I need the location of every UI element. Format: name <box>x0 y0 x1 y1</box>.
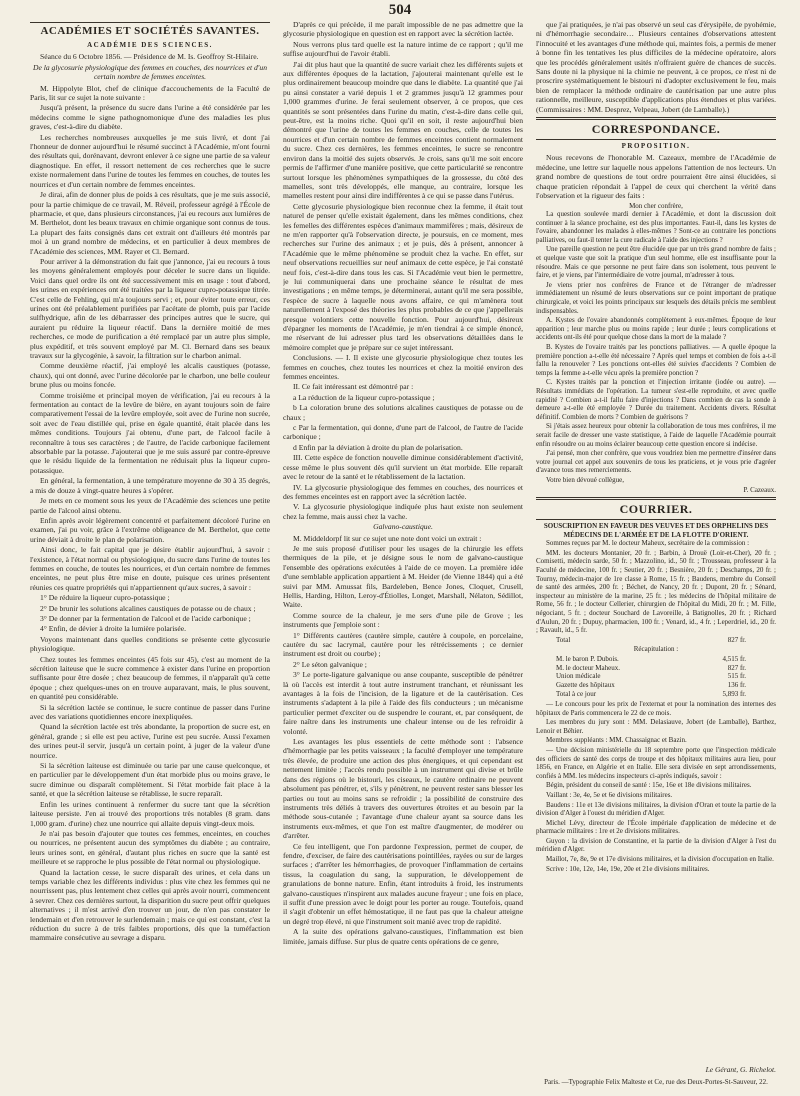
paragraph: Nous recevons de l'honorable M. Cazeaux, membre de l'Académie de médecine, une lettre sur laquelle nous appelons l'attention de nos lecteurs. Un grand nombre de questions de tout ordre pourraient être ainsi élucidées, si chaque praticien répondait à l'appel de ceux qui cherchent la vérité dans l'observation et la rigueur des faits : <box>536 153 776 201</box>
column-1 <box>30 20 270 1072</box>
paragraph: Bégin, président du conseil de santé : 15e, 16e et 18e divisions militaires. <box>546 781 752 790</box>
paragraph: En général, la fermentation, à une température moyenne de 30 à 35 degrés, a mis de douze à vingt-quatre heures à s'opérer. <box>30 476 270 495</box>
souscription-list: MM. les docteurs Montanier, 20 fr. ; Barbin, à Drouë (Loir-et-Cher), 20 fr. ; Comisetti, médecin sarde, 50 fr. ; Mazzolino, id., 50 fr. ; Trousseau, professeur à la Faculté de médecine, 100 fr. ; Seutier, 20 fr. ; Besnière, 20 fr. ; Deschamps, 20 fr. ; Tourny, médecin-major de 1re classe à Rome, 15 fr. ; Baudens, membre du Conseil de santé des armées, 200 fr. ; Béchet, de Nancy, 20 fr. ; Dupont, 20 fr. ; Sénard, inspecteur au ministère de la marine, 25 fr. ; les médecins de l'hôpital militaire de Rome, 56 fr. ; le docteur Cellerier, chirurgien de l'hôpital du Midi, 20 fr. ; M. Fille, négociant, 5 fr. ; docteur Souchard de Lavoreille, à Batignolles, 20 fr. ; Richard d'Aulun, 20 fr. ; Dupuy, pharmacien, 100 fr. ; Venard, id., 4 fr. ; Leperdriel, id., 20 fr. ; Ravault, id., 5 fr. <box>536 548 776 635</box>
paragraph: d Enfin par la déviation à droite du plan de polarisation. <box>293 442 463 452</box>
paragraph: Si j'étais assez heureux pour obtenir la collaboration de tous mes confrères, il me serait facile de dresser une vaste statistique, à l'aide de laquelle l'Académie pourrait enfin résoudre ou au moins éclairer beaucoup cette question encore si indécise. <box>536 422 776 448</box>
paragraph: Scrive : 10e, 12e, 14e, 19e, 20e et 21e divisions militaires. <box>546 864 710 873</box>
total-row <box>556 636 776 645</box>
academy-title: ACADÉMIE DES SCIENCES. <box>87 41 213 49</box>
column-2 <box>283 20 523 1072</box>
courrier-title: COURRIER. <box>619 502 693 517</box>
paragraph: IV. La glycosurie physiologique des femmes en couches, des nourrices et des femmes enceintes est en rapport avec la sécrétion lactée. <box>283 482 523 501</box>
recap-value: 136 fr. <box>727 680 746 689</box>
paragraph: J'ai dit plus haut que la quantité de sucre variait chez les différents sujets et aux différentes époques de la lactation, j'ajouterai maintenant qu'elle est le plus ordinairement beaucoup moindre que dans le diabète. La quantité que j'ai pu ainsi constater a varié depuis 1 et 2 grammes jusqu'à 12 grammes pour 1,000 grammes d'urine. Je ferai seulement observer, à ce propos, que ces quantités se sont présentées dans l'urine du matin, c'est-à-dire dans celle qui, peut-être, est la moins riche. Quoi qu'il en soit, il reste aujourd'hui bien démontré que l'urine de toutes les femmes en couches, celle de toutes les nourrices et d'un certain nombre de femmes enceintes contient normalement du sucre. Chez ces dernières, les femmes enceintes, le sucre se rencontre environ dans la moitié des sujets observés. Je crois, sans qu'il me soit encore permis de l'affirmer d'une manière positive, que cette particularité se rencontre surtout lorsque les phénomènes sympathiques de la grossesse, du côté des mamelles, sont très développés, elle manque, au contraire, lorsque les mamelles restent pour ainsi dire indifférentes à ce qui se passe dans l'utérus. <box>283 59 523 201</box>
recap-title: Récapitulation : <box>633 645 679 654</box>
recap-row <box>556 672 776 681</box>
paragraph: Je n'ai pas besoin d'ajouter que toutes ces femmes, enceintes, en couches ou nourrices, ne présentent aucun des symptômes du diabète ; au contraire, leurs urines sont, en général, d'autant plus riches en sucre que la santé est meilleure et se rapproche le plus possible de l'état normal ou physiologique. <box>30 828 270 867</box>
paragraph: b La coloration brune des solutions alcalines caustiques de potasse ou de chaux ; <box>283 403 523 422</box>
paragraph: Quand la sécrétion lactée est très abondante, la proportion de sucre est, en général, grande ; si elle est peu active, l'urine est peu sucrée. Aussi l'examen des urines peut-il servir, jusqu'à un certain point, à juger de la valeur d'une nourrice. <box>30 722 270 760</box>
article-body <box>30 84 270 943</box>
paragraph: V. La glycosurie physiologique indiquée plus haut existe non seulement chez la femme, mais aussi chez la vache. <box>283 502 523 521</box>
recap-label: M. le baron P. Dubois. <box>556 655 619 663</box>
paragraph: Ce feu intelligent, que l'on pardonne l'expression, permet de couper, de fendre, d'exciser, de faire des cautérisations pointillées, rayées ou sur de larges surfaces ; d'arrêter les hémorrhagies, de provoquer l'inflammation de certains tissus, la coagulation du sang, la suppuration, le développement de granulations de bonne nature. Enfin, étant introduits à froid, les instruments galvano-caustiques n'inspirent aux malades aucune frayeur ; une fois en place, il suffit d'une pression avec le doigt pour les porter au rouge. Toutefois, quand il s'agit d'obtenir un effet hémostatique, il ne faut pas que la chaleur atteigne un degré trop élevé, ni que l'instrument soit manié avec trop de rapidité. <box>283 841 523 926</box>
news-items <box>536 700 776 873</box>
paragraph: Comme deuxième réactif, j'ai employé les alcalis caustiques (potasse, chaux), qui ont donné, avec l'urine décolorée par le charbon, une belle couleur brune plus ou moins foncée. <box>30 361 270 390</box>
section-title: ACADÉMIES ET SOCIÉTÉS SAVANTES. <box>40 25 260 37</box>
paragraph: Chez toutes les femmes enceintes (45 fois sur 45), c'est au moment de la sécrétion laiteuse que le sucre commence à exister dans l'urine en proportion suffisante pour être dosée ; chez beaucoup de femmes, il n'apparaît qu'à cette époque ; chez quelques-unes on en trouve auparavant, mais, le plus souvent, en quantité peu considérable. <box>30 654 270 702</box>
paragraph: Vaillant : 3e, 4e, 5e et 6e divisions militaires. <box>546 790 673 799</box>
paragraph: Les recherches nombreuses auxquelles je me suis livré, et dont j'ai l'honneur de donner aujourd'hui le résumé succinct à l'Académie, m'ont fourni des résultats qui, dorénavant, devront enlever à ce signe une partie de sa valeur diagnostique. En effet, il ressort nettement de ces recherches que le sucre existe normalement dans l'urine de toutes les femmes en couches, de toutes les nourrices et d'un certain nombre de femmes enceintes. <box>30 132 270 189</box>
proposition-title: PROPOSITION. <box>621 142 691 151</box>
recap-table <box>556 655 776 689</box>
paragraph: Maillot, 7e, 8e, 9e et 17e divisions militaires, et la division d'occupation en Italie. <box>546 855 774 864</box>
paragraph: Si la sécrétion laiteuse est diminuée ou tarie par une cause quelconque, et en particulier par le développement d'un état morbide plus ou moins grave, le sucre diminue ou disparaît complètement. Si l'état morbide fait place à la santé, et que la sécrétion laiteuse se rétablisse, le sucre reparaît. <box>30 761 270 799</box>
total-label: Total <box>556 635 571 644</box>
recap-total-label: Total à ce jour <box>556 690 597 699</box>
paragraph: a La réduction de la liqueur cupro-potassique ; <box>293 392 435 402</box>
paragraph: 3° De donner par la fermentation de l'alcool et de l'acide carbonique ; <box>40 613 251 623</box>
paragraph: Si la sécrétion lactée se continue, le sucre continue de passer dans l'urine avec des variations quotidiennes encore inexpliquées. <box>30 702 270 722</box>
paragraph: Je mets en ce moment sous les yeux de l'Académie des sciences une petite partie de l'alcool ainsi obtenu. <box>30 496 270 515</box>
article-title: De la glycosurie physiologique des femmes en couches, des nourrices et d'un certain nombre de femmes enceintes. <box>32 62 268 82</box>
galvano-continuation <box>536 20 776 114</box>
recap-label: Gazette des hôpitaux <box>556 680 615 689</box>
session-info: Séance du 6 Octobre 1856. — Présidence de M. Is. Geoffroy St-Hilaire. <box>40 52 259 62</box>
imprint: Paris. —Typographie Felix Malteste et Ce, rue des Deux-Portes-St-Sauveur, 22. <box>544 1078 768 1086</box>
divider <box>536 519 776 520</box>
paragraph: La question soulevée mardi dernier à l'Académie, et dont la discussion doit continuer à la séance prochaine, est des plus importantes. Faut-il, dans les kystes de l'ovaire, abandonner les malades à elles-mêmes ? Sont-ce au contraire les ponctions palliatives, ou faut-il tenter la cure radicale à l'aide des injections ? <box>536 210 776 244</box>
paragraph: Ainsi donc, le fait capital que je désire établir aujourd'hui, à savoir : l'existence, à l'état normal ou physiologique, du sucre dans l'urine de toutes les femmes en couche, de toutes les nourrices, et d'un certain nombre de femmes enceintes, ne peut plus être mise en doute, puisque ces urines présentent réunies ces quatre propriétés qui n'appartiennent qu'aux sucres, à savoir : <box>30 545 270 592</box>
correspondance-title: CORRESPONDANCE. <box>591 122 721 137</box>
paragraph: — Le concours pour les prix de l'externat et pour la nomination des internes des hôpitaux de Paris commencera le 22 de ce mois. <box>536 699 776 717</box>
paragraph: que j'ai pratiquées, je n'ai pas observé un seul cas d'érysipèle, de pyohémie, ni d'hémorrhagie secondaire… Plusieurs centaines d'observations attestent l'innocuité et les avantages d'une méthode qui, maintes fois, a permis de mener à bonne fin les tentatives les plus difficiles de la médecine opératoire, alors que les procédés généralement usités n'offraient guère de chances de succès. Sans doute ni la physique ni la chimie ne peuvent, à ce propos, ce n'est ni de proscrire systématiquement le bistouri ni d'adopter exclusivement le feu, mais bien de remplacer la méthode ordinaire de cautérisation par une autre plus rationnelle, meilleure, susceptible d'applications plus étendues et plus variées. (Commissaires : MM. Desprez, Velpeau, Jobert (de Lamballe).) <box>536 20 776 114</box>
paragraph: C. Kystes traités par la ponction et l'injection irritante (iodée ou autre). — Résultats immédiats de l'opération. La tumeur s'est-elle reproduite, et avec quelle rapidité ? Combien a-t-il fallu faire d'injections ? Dans combien de cas la sonde à demeure a-t-elle été employée ? Durée du traitement. Accidents divers. Résultat définitif. Combien de morts ? Combien de guérisons ? <box>536 378 776 421</box>
total-value: 827 fr. <box>727 635 746 644</box>
column-3 <box>536 20 776 1072</box>
paragraph: M. Hippolyte Blot, chef de clinique d'accouchements de la Faculté de Paris, lit sur ce sujet la note suivante : <box>30 83 270 103</box>
paragraph: Cette glycosurie physiologique bien reconnue chez la femme, il était tout naturel de penser qu'elle existait également, dans les mêmes conditions, chez les femelles des différentes espèces d'animaux mammifères ; mais, désireux de ne m'en rapporter qu'à l'observation directe, je poursuis, en ce moment, mes recherches sur l'urine des animaux ; et je puis, dès à présent, annoncer à l'Académie que le même phénomène se produit chez la vache. En effet, sur neuf observations recueillies sur neuf animaux de cette espèce, je l'ai constaté neuf fois, c'est-à-dire dans tous les cas. Si l'Académie veut bien le permettre, je lui communiquerai dans une prochaine séance le résultat de mes investigations ; en même temps, je déterminerai, autant qu'il me sera possible, l'espèce de sucre à laquelle nous avons affaire, ce qui m'amènera tout naturellement à l'exposé des théories les plus probables de ce que j'appellerais presque volontiers cette nouvelle fonction. Pour aujourd'hui, désireux d'épargner les moments de l'Académie, je m'en tiendrai à ce simple énoncé, me réservant de lui adresser plus tard les observations détaillées dans le mémoire complet que je prépare sur ce sujet intéressant. <box>283 201 523 352</box>
paragraph: 2° De brunir les solutions alcalines caustiques de potasse ou de chaux ; <box>40 603 256 613</box>
paragraph: M. Middeldorpf lit sur ce sujet une note dont voici un extrait : <box>293 533 482 543</box>
recap-value: 827 fr. <box>727 663 746 672</box>
paragraph: Jusqu'à présent, la présence du sucre dans l'urine a été considérée par les médecins comme le signe pathognomonique d'une des maladies les plus graves, c'est-à-dire du diabète. <box>30 103 270 132</box>
paragraph: 1° De réduire la liqueur cupro-potassique ; <box>40 593 170 603</box>
page-number: 504 <box>388 2 412 18</box>
paragraph: D'après ce qui précède, il me paraît impossible de ne pas admettre que la glycosurie physiologique en question est en rapport avec la sécrétion lactée. <box>283 20 523 39</box>
paragraph: Michel Lévy, directeur de l'École impériale d'application de médecine et de pharmacie militaires : 1re et 2e divisions militaires. <box>536 818 776 836</box>
proposition-body <box>536 153 776 200</box>
paragraph: 4° Enfin, de dévier à droite la lumière polarisée. <box>40 624 186 634</box>
top-rule <box>30 22 270 23</box>
galvano-title: Galvano-caustique. <box>373 522 433 532</box>
paragraph: — Une décision ministérielle du 18 septembre porte que l'inspection médicale des officiers de santé des corps de troupe et des hôpitaux militaires aura lieu, pour 1856, en France, en Algérie et en Italie. Elle sera divisée en sept arrondissements, confiés à MM. les médecins inspecteurs ci-après indiqués, savoir : <box>536 745 776 780</box>
recap-label: Union médicale <box>556 672 601 681</box>
paragraph: Membres suppléants : MM. Chassaignac et Bazin. <box>546 736 687 745</box>
recap-total-row <box>556 690 776 699</box>
paragraph: Pour arriver à la démonstration du fait que j'annonce, j'ai eu recours à tous les moyens généralement employés pour déceler le sucre dans un liquide. Voici dans quel ordre ils ont été successivement mis en usage : tout d'abord, les urines en expériences ont été traitées par la liqueur cupro-potassique titrée. C'est celle de Fehling, qui m'a toujours servi ; et, pour éviter toute erreur, ces urines ont été préalablement purifiées par l'acétate de plomb, puis par l'acide sulfhydrique, afin de les débarrasser des principes autres que le sucre, qui auraient pu réduire la liqueur réactif. Dans la dernière moitié de mes recherches, ce mode de purification a été remplacé par un autre plus simple, plus expéditif, et très souvent employé par M. Cl. Bernard dans ses beaux travaux sur la glycogénie, à savoir, la filtration sur le charbon animal. <box>30 256 270 360</box>
paragraph: 1° Différents cautères (cautère simple, cautère à coupole, en porcelaine, cautère du sac lacrymal, cautère pour les rétrécissements ; ce dernier instrument est droit ou courbe) ; <box>283 630 523 659</box>
paragraph: B. Kystes de l'ovaire traités par les ponctions palliatives. — A quelle époque la première ponction a-t-elle été nécessaire ? Après quel temps et combien de fois a-t-il fallu la renouveler ? Les ponctions ont-elles été suivies d'accidents ? Combien de temps la femme a-t-elle vécu après la première ponction ? <box>536 343 776 377</box>
recap-row <box>556 681 776 690</box>
paragraph: II. Ce fait intéressant est démontré par : <box>293 382 414 392</box>
recap-label: M. le docteur Maheux. <box>556 663 620 672</box>
souscription-intro: Sommes reçues par M. le docteur Maheux, secrétaire de la commission : <box>546 539 750 548</box>
paragraph: Enfin les urines continuent à renfermer du sucre tant que la sécrétion laiteuse persiste. J'en ai trouvé des proportions très notables (8 gram. dans 1,000 gram. d'urine) chez une nourrice qui allaite depuis vingt-deux mois. <box>30 799 270 828</box>
divider <box>536 497 776 500</box>
recap-row <box>556 655 776 664</box>
paragraph: 2° Le séton galvanique ; <box>293 659 367 669</box>
paragraph: A la suite des opérations galvano-caustiques, l'inflammation est bien limitée, jamais diffuse. Sur plus de quatre cents opérations de ce genre, <box>283 927 523 946</box>
paragraph: Les avantages les plus essentiels de cette méthode sont : l'absence d'hémorrhagie par les petits vaisseaux ; la faculté d'employer une température très élevée, de produire une action des plus énergiques, et qui cependant est nettement limitée ; l'accès rendu possible à un instrument qui divise et brûle dans des régions où le bistouri, les ciseaux, le cautère ordinaire ne peuvent absolument pas pénétrer, et, s'ils y pénètrent, ne peuvent rester sans blesser les parties ou tout au moins sans se refroidir ; la possibilité de construire des instruments très déliés à travers des ouvertures étroites et au besoin par la méthode sous-cutanée ; l'avantage d'une chaleur ayant sa source dans les instruments eux-mêmes, et que l'on est maître d'augmenter, de modérer ou d'arrêter. <box>283 737 523 841</box>
souscription-title: SOUSCRIPTION EN FAVEUR DES VEUVES ET DES ORPHELINS DES MÉDECINS DE L'ARMÉE ET DE LA FLOTTE D'ORIENT. <box>543 522 769 539</box>
gerant-signature: Le Gérant, G. Richelot. <box>705 1065 776 1074</box>
paragraph: III. Cette espèce de fonction nouvelle diminue considérablement d'activité, cesse même le plus souvent dès qu'il survient un état morbide. Elle reparaît avec le retour de la santé et le rétablissement de la lactation. <box>283 453 523 482</box>
paragraph: Votre bien dévoué collègue, <box>546 475 625 484</box>
galvano-body <box>283 534 523 946</box>
divider <box>536 117 776 120</box>
paragraph: Baudens : 11e et 13e divisions militaires, la division d'Oran et toute la partie de la division d'Alger à l'ouest du méridien d'Alger. <box>536 800 776 818</box>
recap-value: 515 fr. <box>727 672 746 681</box>
paragraph: Comme troisième et principal moyen de vérification, j'ai eu recours à la fermentation au contact de la levûre de bière, en ayant toujours soin de faire comparativement l'essai de la levûre employée, soit avec de l'urine non sucrée, soit avec de l'eau distillée qui, prise en égale quantité, était placée dans les mêmes conditions. Toujours j'ai obtenu, d'une part, de l'alcool facile à reconnaître à tous ses caractères ; de l'autre, de l'acide carbonique facilement absorbable par la potasse. J'ajouterai que je me suis assuré par contre-épreuve que le résidu liquide de la fermentation ne réduisait plus la liqueur cupro-potassique. <box>30 390 270 475</box>
paragraph: Je dirai, afin de donner plus de poids à ces résultats, que je me suis associé, pour la partie chimique de ce travail, M. Réveil, professeur agrégé à l'École de pharmacie, et que, dans plusieurs circonstances, j'ai eu recours aux lumières de M. Berthelot, dont les beaux travaux en chimie organique sont connus de tous. La plupart des faits consignés dans cet extrait ont d'ailleurs été montrés par moi à un grand nombre de médecins, et en particulier à deux membres de l'Académie des sciences, MM. Rayer et Cl. Bernard. <box>30 190 270 256</box>
paragraph: Comme source de la chaleur, je me sers d'une pile de Grove ; les instruments que j'emploie sont : <box>283 610 523 630</box>
paragraph: Quand la lactation cesse, le sucre disparaît des urines, et cela dans un temps variable chez les différents individus : plus vite chez les femmes qui ne nourrissent pas, plus lentement chez celles qui après avoir nourri, commencent à sevrer. Chez ces dernières surtout, la disparition du sucre peut offrir quelques alternatives ; il m'est arrivé d'en trouver un jour, de n'en pas constater le lendemain et d'en retrouver le surlendemain ; mais ce qui est constant, c'est la réduction du sucre à de très faibles proportions, dès que la tuméfaction mammaire consécutive au sevrage a disparu. <box>30 867 270 943</box>
recap-total-value: 5,893 fr. <box>722 690 746 699</box>
paragraph: Je me suis proposé d'utiliser pour les usages de la chirurgie les effets thermiques de la pile, et je désigne sous le nom de galvano-caustique l'ensemble des opérations exécutées à l'aide de ce moyen. La première idée d'une semblable application appartient à M. Heider (de Vienne 1844) qui a été suivi par MM. Amussat fils, Bardeleben, Bence Jones, Cloquet, Crusell, Hellis, Harding, Hilton, Leroy-d'Étiolles, Longet, Marshall, Nélaton, Sédillot, Waite. <box>283 543 523 610</box>
letter-salutation: Mon cher confrère, <box>629 201 683 210</box>
paragraph: Une pareille question ne peut être élucidée que par un très grand nombre de faits ; et quelque vaste que soit la pratique d'un seul homme, elle est insuffisante pour la résoudre. Mais ce que personne ne peut faire dans son isolement, tous peuvent le faire, et je viens, par l'intermédiaire de votre journal, m'adresser à tous. <box>536 245 776 280</box>
paragraph: Enfin après avoir légèrement concentré et parfaitement décoloré l'urine en examen, j'ai pu voir, grâce à l'extrême obligeance de M. Berthelot, que cette urine déviait à droite le plan de polarisation. <box>30 515 270 544</box>
paragraph: A. Kystes de l'ovaire abandonnés complètement à eux-mêmes. Époque de leur apparition ; leur marche plus ou moins rapide ; leur durée ; leurs complications et accidents ont-ils été pour quelque chose dans la mort de la malade ? <box>536 316 776 342</box>
paragraph: Je viens prier nos confrères de France et de l'étranger de m'adresser immédiatement un résumé de leurs observations sur ce point important de pratique chirurgicale, et voici les points principaux sur lesquels des détails précis me sembleut indispensables. <box>536 280 776 315</box>
paragraph: Conclusions. — I. Il existe une glycosurie physiologique chez toutes les femmes en couches, chez toutes les nourrices et chez la moitié environ des femmes enceintes. <box>283 353 523 382</box>
article-continuation <box>283 20 523 521</box>
paragraph: Voyons maintenant dans quelles conditions se présente cette glycosurie physiologique. <box>30 634 270 654</box>
letter-signature: P. Cazeaux. <box>743 485 776 494</box>
paragraph: J'ai pensé, mon cher confrère, que vous voudriez bien me permettre d'insérer dans votre journal cet appel aux souvenirs de tous les praticiens, et je vous prie d'agréer d'avance tous mes remerciements. <box>536 449 776 475</box>
paragraph: Nous verrons plus tard quelle est la nature intime de ce rapport ; qu'il me suffise aujourd'hui de l'avoir établi. <box>283 39 523 59</box>
paragraph: 3° Le porte-ligature galvanique ou anse coupante, susceptible de pénétrer là où l'accès est interdit à tout autre instrument tranchant, et réunissant les avantages à la fois de l'incision, de la ligature et de la cautérisation. Ces instruments s'adaptent à la pile à l'aide des fils conducteurs ; un mécanisme particulier permet d'exciter ou de suspendre le courant, et, par conséquent, de faire naître dans les instruments une chaleur intense ou de les refroidir à volonté. <box>283 670 523 736</box>
letter-body <box>536 210 776 484</box>
recap-value: 4,515 fr. <box>722 655 746 663</box>
paragraph: c Par la fermentation, qui donne, d'une part de l'alcool, de l'autre de l'acide carbonique ; <box>283 423 523 442</box>
paragraph: Les membres du jury sont : MM. Delasiauve, Jobert (de Lamballe), Barthez, Lenoir et Béhier. <box>536 718 776 735</box>
paragraph: Guyon : la division de Constantine, et la partie de la division d'Alger à l'est du méridien d'Alger. <box>536 836 776 854</box>
recap-row <box>556 664 776 673</box>
divider <box>536 139 776 140</box>
